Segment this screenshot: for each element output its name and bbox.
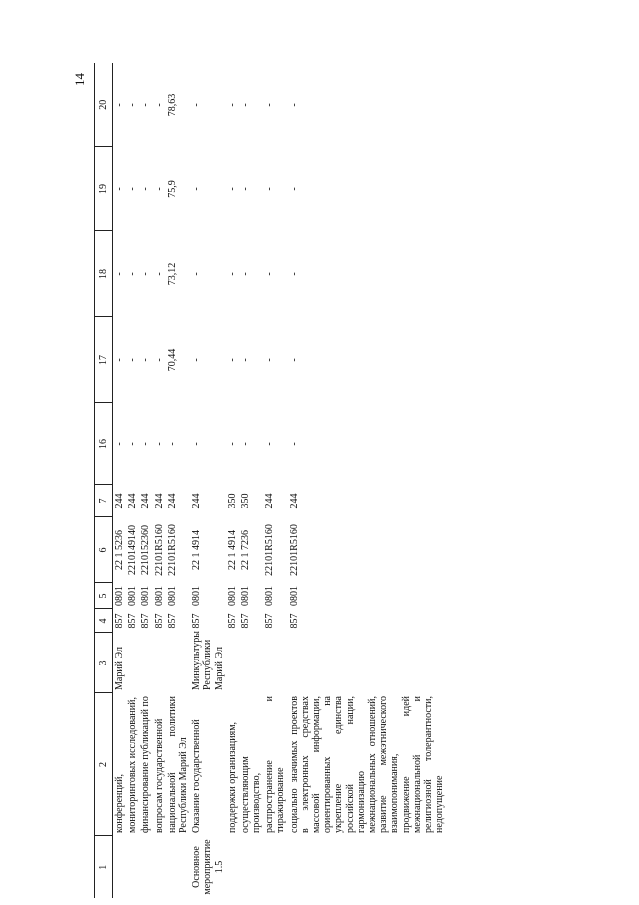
table-row xyxy=(263,63,287,898)
expense-type-cell: 244 xyxy=(153,493,165,509)
grbs-code-cell: 857 xyxy=(264,613,276,629)
col-header: 7 xyxy=(95,485,113,517)
expense-type-cell: 350 xyxy=(239,493,251,509)
value-cell-19: - xyxy=(191,187,203,191)
page-number: 14 xyxy=(72,73,87,86)
grbs-code-cell: 857 xyxy=(226,613,238,629)
value-cell-17: - xyxy=(191,358,203,362)
header-row xyxy=(95,63,113,898)
col-header: 20 xyxy=(95,63,113,147)
description-cell: поддержки организациям, xyxy=(226,721,238,833)
executor-cell xyxy=(139,633,152,693)
target-article-cell: 22 1 4914 xyxy=(226,530,238,570)
grbs-code-cell: 857 xyxy=(140,613,152,629)
section-code-cell: 0801 xyxy=(127,586,139,606)
value-cell-16: - xyxy=(127,442,139,446)
value-cell-20: - xyxy=(239,103,251,107)
description-cell: осуществляющим производство, xyxy=(239,756,263,833)
value-cell-19: - xyxy=(114,187,125,191)
value-cell-16: - xyxy=(264,442,276,446)
target-article-cell: 22101R5160 xyxy=(153,524,165,576)
section-code-cell: 0801 xyxy=(153,586,165,606)
activity-name-cell: Основное мероприятие 1.5 xyxy=(191,839,225,895)
description-cell: распространение и тиражирование xyxy=(264,696,287,833)
col-header: 18 xyxy=(95,231,113,317)
col-header: 17 xyxy=(95,317,113,403)
value-cell-18: - xyxy=(153,272,165,276)
value-cell-19: 75,9 xyxy=(166,180,178,198)
description-cell: конференций, xyxy=(114,774,125,833)
expense-type-cell: 350 xyxy=(226,493,238,509)
expense-type-cell: 244 xyxy=(114,493,125,509)
section-code-cell: 0801 xyxy=(226,586,238,606)
value-cell-19: - xyxy=(288,187,300,191)
executor-cell xyxy=(226,633,239,693)
activity-name-cell xyxy=(166,836,190,898)
value-cell-18: - xyxy=(264,272,276,276)
description-cell: мониторинговых исследований, xyxy=(127,697,139,833)
activity-name-cell xyxy=(226,836,239,898)
description-cell: финансирование публикаций по xyxy=(140,696,152,833)
table-row xyxy=(139,63,152,898)
col-header: 1 xyxy=(95,836,113,898)
expense-type-cell: 244 xyxy=(191,493,203,509)
table-row xyxy=(226,63,239,898)
grbs-code-cell: 857 xyxy=(288,613,300,629)
col-header: 16 xyxy=(95,403,113,485)
target-article-cell: 2210152360 xyxy=(140,525,152,575)
col-header: 19 xyxy=(95,147,113,231)
section-code-cell: 0801 xyxy=(288,586,300,606)
value-cell-19: - xyxy=(264,187,276,191)
value-cell-18: - xyxy=(288,272,300,276)
table-row xyxy=(239,63,263,898)
activity-name-cell xyxy=(126,836,139,898)
value-cell-18: - xyxy=(226,272,238,276)
executor-cell: Минкультуры Республики Марий Эл xyxy=(191,631,225,690)
target-article-cell: 22101R5160 xyxy=(166,524,178,576)
expense-type-cell: 244 xyxy=(288,493,300,509)
value-cell-17: - xyxy=(140,358,152,362)
executor-cell xyxy=(263,633,287,693)
value-cell-16: - xyxy=(226,442,238,446)
value-cell-20: - xyxy=(288,103,300,107)
section-code-cell: 0801 xyxy=(239,586,251,606)
expense-type-cell: 244 xyxy=(166,493,178,509)
value-cell-18: 73,12 xyxy=(166,262,178,286)
grbs-code-cell: 857 xyxy=(114,613,125,629)
value-cell-20: - xyxy=(191,103,203,107)
grbs-code-cell: 857 xyxy=(153,613,165,629)
value-cell-20: - xyxy=(264,103,276,107)
value-cell-19: - xyxy=(239,187,251,191)
section-code-cell: 0801 xyxy=(191,586,203,606)
value-cell-20: - xyxy=(226,103,238,107)
activity-name-cell xyxy=(239,836,263,898)
target-article-cell: 22101R5160 xyxy=(264,524,276,576)
target-article-cell: 22 1 4914 xyxy=(191,530,203,570)
table-row xyxy=(153,63,166,898)
value-cell-17: - xyxy=(114,358,125,362)
value-cell-18: - xyxy=(140,272,152,276)
executor-cell xyxy=(153,633,166,693)
budget-table-sheet xyxy=(94,63,539,898)
grbs-code-cell: 857 xyxy=(191,613,203,629)
grbs-code-cell: 857 xyxy=(239,613,251,629)
activity-name-cell xyxy=(263,836,287,898)
table-row xyxy=(190,63,226,898)
value-cell-18: - xyxy=(239,272,251,276)
value-cell-17: - xyxy=(288,358,300,362)
activity-name-cell xyxy=(139,836,152,898)
value-cell-17: - xyxy=(239,358,251,362)
value-cell-18: - xyxy=(127,272,139,276)
description-cell: национальной политики Республики Марий Эл xyxy=(166,696,189,833)
value-cell-20: - xyxy=(127,103,139,107)
section-code-cell: 0801 xyxy=(114,586,125,606)
executor-cell xyxy=(166,633,190,693)
target-article-cell: 22101R5160 xyxy=(288,524,300,576)
grbs-code-cell: 857 xyxy=(166,613,178,629)
value-cell-16: - xyxy=(166,442,178,446)
value-cell-19: - xyxy=(153,187,165,191)
description-cell: социально значимых проектов в электронных средствах массовой информации, ориентированных на укрепление единства российской нации, гармонизацию межнациональных отношений, развитие межэтнического взаимопонимания, продвижение идей межнациональной и религиозной толерантности, недопущение xyxy=(288,696,446,833)
value-cell-17: - xyxy=(153,358,165,362)
value-cell-18: - xyxy=(114,272,125,276)
value-cell-19: - xyxy=(127,187,139,191)
value-cell-17: - xyxy=(226,358,238,362)
executor-cell xyxy=(288,633,447,693)
table-row xyxy=(113,63,127,898)
col-header: 2 xyxy=(95,693,113,836)
value-cell-20: - xyxy=(140,103,152,107)
activity-name-cell xyxy=(288,836,447,898)
col-header: 3 xyxy=(95,633,113,693)
executor-cell xyxy=(239,633,263,693)
activity-name-cell xyxy=(153,836,166,898)
value-cell-16: - xyxy=(191,442,203,446)
grbs-code-cell: 857 xyxy=(127,613,139,629)
col-header: 5 xyxy=(95,583,113,609)
activity-name-cell xyxy=(113,836,127,898)
value-cell-17: - xyxy=(264,358,276,362)
target-article-cell: 2210149140 xyxy=(127,525,139,575)
section-code-cell: 0801 xyxy=(264,586,276,606)
executor-cell xyxy=(126,633,139,693)
expense-type-cell: 244 xyxy=(264,493,276,509)
value-cell-16: - xyxy=(153,442,165,446)
executor-cell: Марий Эл xyxy=(114,647,125,690)
value-cell-17: 70,44 xyxy=(166,348,178,372)
table-row xyxy=(126,63,139,898)
value-cell-20: - xyxy=(153,103,165,107)
description-cell: Оказание государственной xyxy=(191,719,203,833)
expense-type-cell: 244 xyxy=(127,493,139,509)
description-cell: вопросам государственной xyxy=(153,718,165,833)
expense-type-cell: 244 xyxy=(140,493,152,509)
value-cell-20: - xyxy=(114,103,125,107)
table-row xyxy=(288,63,447,898)
value-cell-16: - xyxy=(288,442,300,446)
value-cell-17: - xyxy=(127,358,139,362)
table-row xyxy=(166,63,190,898)
section-code-cell: 0801 xyxy=(166,586,178,606)
col-header: 4 xyxy=(95,609,113,633)
col-header: 6 xyxy=(95,517,113,583)
value-cell-18: - xyxy=(191,272,203,276)
value-cell-20: 78,63 xyxy=(166,93,178,117)
value-cell-19: - xyxy=(140,187,152,191)
section-code-cell: 0801 xyxy=(140,586,152,606)
value-cell-16: - xyxy=(140,442,152,446)
target-article-cell: 22 1 7236 xyxy=(239,530,251,570)
value-cell-16: - xyxy=(239,442,251,446)
budget-table xyxy=(94,63,446,898)
target-article-cell: 22 1 5236 xyxy=(114,530,125,570)
value-cell-19: - xyxy=(226,187,238,191)
value-cell-16: - xyxy=(114,442,125,446)
